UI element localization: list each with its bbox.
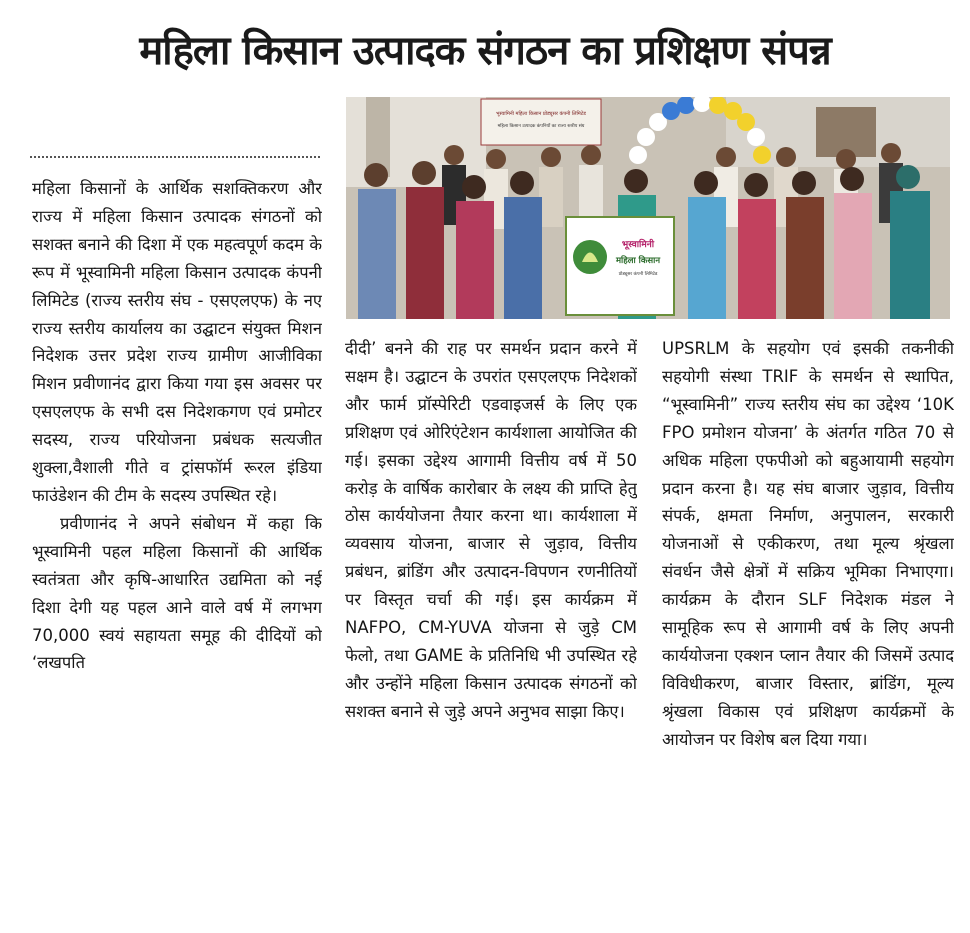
column3-paragraph-1: UPSRLM के सहयोग एवं इसकी तकनीकी सहयोगी संस्था TRIF के समर्थन से स्थापित, “भूस्वामिनी” राज्य स्तरीय संघ का उद्देश्य ‘10K FPO प्रमोशन योजना’ के अंतर्गत गठित 70 से अधिक महिला एफपीओ को बहुआयामी सहयोग प्रदान करना है। यह संघ बाजार जुड़ाव, वित्तीय संपर्क, क्षमता निर्माण, अनुपालन, सरकारी योजनाओं से एकीकरण, तथा मूल्य श्रृंखला संवर्धन जैसे क्षेत्रों में सक्रिय भूमिका निभाएगा। कार्यक्रम के दौरान SLF निदेशक मंडल ने सामूहिक रूप से आगामी वर्ष के लिए अपनी कार्ययोजना एक्शन प्लान तैयार की जिसमें उत्पाद विविधीकरण, बाजार विस्तार, ब्रांडिंग, मूल्य श्रृंखला विकास एवं प्रशिक्षण कार्यक्रमों के आयोजन पर विशेष बल दिया गया।	[662, 339, 954, 749]
article-column-2	[345, 335, 637, 915]
sign-title: भूस्वामिनी	[621, 240, 655, 250]
banner-line-2: महिला किसान उत्पादक कंपनियों का राज्य स्तरीय संघ	[497, 124, 585, 129]
column1-paragraph-1: महिला किसानों के आर्थिक सशक्तिकरण और राज्य में महिला किसान उत्पादक संगठनों को सशक्त बनाने की दिशा में एक महत्वपूर्ण कदम के रूप में भूस्वामिनी महिला किसान उत्पादक कंपनी लिमिटेड (राज्य स्तरीय संघ - एसएलएफ) के नए राज्य स्तरीय कार्यालय का उद्घाटन संयुक्त मिशन निदेशक उत्तर प्रदेश राज्य ग्रामीण आजीविका मिशन प्रवीणानंद द्वारा किया गया इस अवसर पर एसएलएफ के सभी दस निदेशकगण एवं प्रमोटर सदस्य, राज्य परियोजना प्रबंधक सत्यजीत शुक्ला,वैशाली गीते व ट्रांसफॉर्म रूरल इंडिया फाउंडेशन की टीम के सदस्य उपस्थित रहे।	[32, 179, 322, 505]
news-photo	[346, 97, 950, 319]
article-column-1	[32, 175, 322, 915]
sign-small-text: प्रोड्यूसर कंपनी लिमिटेड	[618, 272, 658, 277]
article-column-3	[662, 335, 954, 915]
office-banner	[481, 99, 601, 145]
dotted-divider	[30, 156, 320, 158]
bhuswamini-sign	[566, 217, 674, 315]
banner-line-1: भूस्वामिनी महिला किसान प्रोड्यूसर कंपनी लिमिटेड	[496, 111, 586, 117]
headline: महिला किसान उत्पादक संगठन का प्रशिक्षण संपन्न	[139, 28, 831, 74]
column1-paragraph-2: प्रवीणानंद ने अपने संबोधन में कहा कि भूस्वामिनी पहल महिला किसानों की आर्थिक स्वतंत्रता और कृषि-आधारित उद्यमिता को नई दिशा देगी यह पहल आने वाले वर्ष में लगभग 70,000 स्वयं सहायता समूह की दीदियों को ‘लखपति	[32, 513, 322, 673]
column2-paragraph-1: दीदी’ बनने की राह पर समर्थन प्रदान करने में सक्षम है। उद्घाटन के उपरांत एसएलएफ निदेशकों और फार्म प्रॉस्पेरिटी एडवाइजर्स के लिए एक प्रशिक्षण एवं ओरिएंटेशन कार्यशाला आयोजित की गई। इसका उद्देश्य आगामी वित्तीय वर्ष में 50 करोड़ के वार्षिक कारोबार के लक्ष्य की प्राप्ति हेतु ठोस कार्ययोजना तैयार करना था। कार्यशाला में व्यवसाय योजना, बाजार से जुड़ाव, वित्तीय प्रबंधन, ब्रांडिंग और उत्पादन-विपणन रणनीतियों पर विस्तृत चर्चा की गई। इस कार्यक्रम में NAFPO, CM-YUVA योजना से जुड़े CM फेलो, तथा GAME के प्रतिनिधि भी उपस्थित रहे और उन्होंने महिला किसान उत्पादक संगठनों को सशक्त बनाने से जुड़े अपने अनुभव साझा किए।	[345, 339, 637, 721]
sign-subtitle: महिला किसान	[615, 256, 661, 266]
